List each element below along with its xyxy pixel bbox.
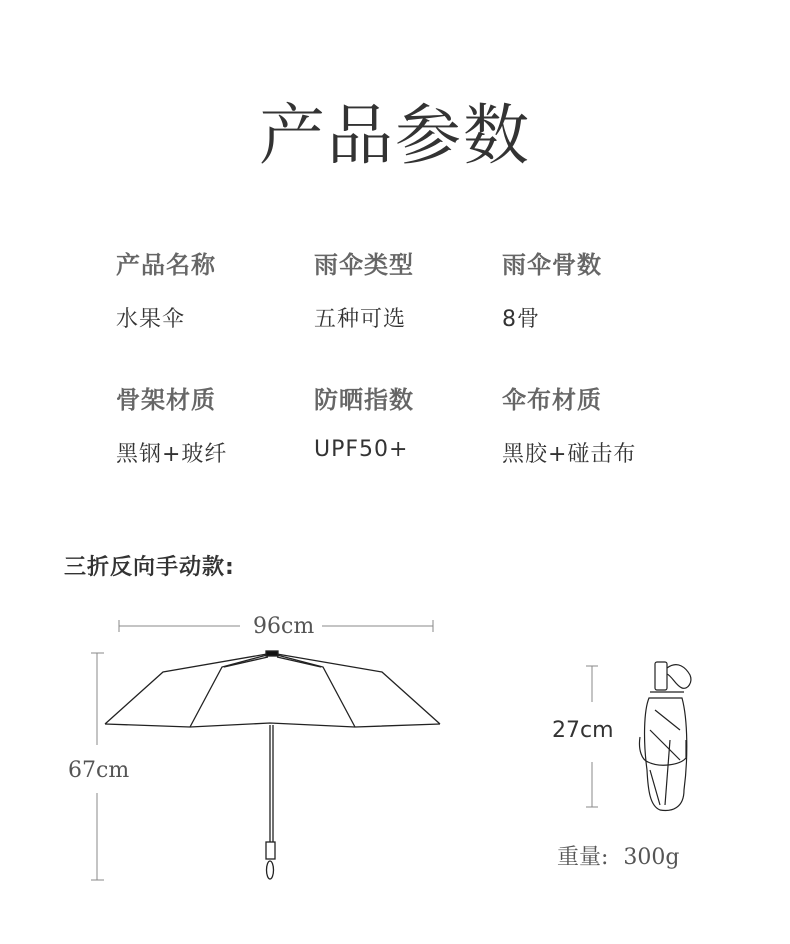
spec-label: 防晒指数 [314,386,414,414]
open-width-label: 96cm [253,614,315,639]
spec-value: UPF50+ [314,437,409,462]
spec-value: 水果伞 [116,307,186,332]
spec-value: 黑钢+玻纤 [116,442,228,467]
weight-value: 300g [623,845,680,870]
spec-label: 产品名称 [116,251,216,279]
weight-row [557,840,680,871]
folded-umbrella-icon [639,662,690,810]
spec-value: 8骨 [502,307,540,332]
model-subtitle: 三折反向手动款: [64,555,235,580]
spec-value: 五种可选 [314,307,407,332]
open-height-label: 67cm [68,758,130,783]
page-title: 产品参数 [259,97,531,174]
weight-label: 重量: [557,845,609,870]
spec-label: 雨伞类型 [314,251,414,279]
spec-label: 骨架材质 [116,386,216,414]
spec-label: 伞布材质 [502,386,602,414]
spec-label: 雨伞骨数 [502,251,602,279]
folded-length-label: 27cm [552,718,614,743]
spec-value: 黑胶+碰击布 [502,442,637,467]
open-umbrella-icon [105,651,440,879]
